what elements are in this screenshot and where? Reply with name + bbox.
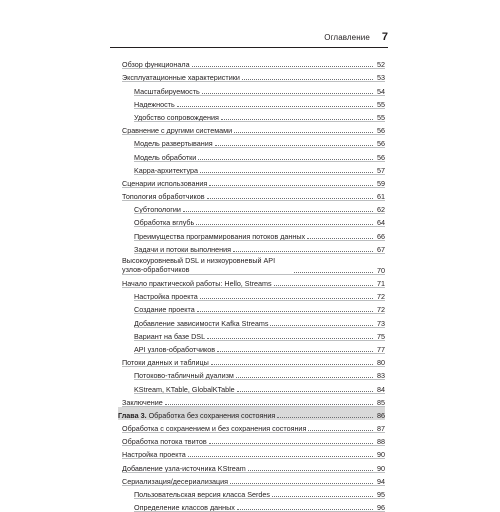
dot-leader [307, 238, 373, 239]
toc-entry-title [134, 205, 181, 214]
dot-leader [242, 79, 373, 80]
toc-entry-title [122, 179, 207, 188]
toc-entry-text: Заключение [122, 397, 163, 407]
dot-leader [237, 509, 373, 510]
toc-entry-page: 61 [377, 192, 385, 202]
toc-entry-title [134, 113, 219, 122]
toc-entry-title [122, 279, 272, 288]
dot-leader [196, 224, 373, 225]
toc-entry-page: 72 [377, 292, 385, 302]
page-number: 7 [381, 31, 388, 43]
toc-entry[interactable] [122, 275, 385, 288]
toc-entry[interactable] [122, 288, 385, 301]
toc-entry-page: 75 [377, 331, 385, 341]
header-rule [110, 47, 388, 48]
dot-leader [209, 443, 373, 444]
toc-entry-text: Определение классов данных [134, 503, 235, 512]
toc-entry-title [122, 358, 209, 367]
toc-entry-page: 56 [377, 139, 385, 149]
toc-entry-title [134, 292, 198, 301]
toc-entry-title [134, 371, 234, 380]
toc-entry-page: 84 [377, 384, 385, 394]
toc-entry-page: 64 [377, 218, 385, 228]
dot-leader [274, 285, 373, 286]
toc-entry-page: 55 [377, 112, 385, 122]
toc-entry-title [134, 218, 194, 227]
dot-leader [308, 430, 373, 431]
toc-entry-page: 66 [377, 231, 385, 241]
dot-leader [202, 93, 373, 94]
toc-entry[interactable] [122, 175, 385, 188]
toc-entry-text: Надежность [134, 99, 175, 109]
toc-entry[interactable] [122, 341, 385, 354]
toc-entry-page: 55 [377, 99, 385, 109]
dot-leader [200, 172, 373, 173]
toc-entry-page: 83 [377, 371, 385, 381]
toc-entry-text: Модель обработки [134, 152, 197, 162]
toc-entry-text: API узлов-обработчиков [134, 344, 216, 354]
toc-entry-text: Настройка проекта [122, 450, 186, 460]
dot-leader [221, 119, 373, 120]
toc-entry-page: 86 [377, 410, 385, 420]
toc-entry-title [122, 73, 240, 82]
toc-entry-title [122, 424, 306, 433]
toc-entry-title [122, 477, 228, 486]
toc-entry-title [122, 60, 190, 69]
toc-entry-title [134, 332, 205, 341]
dot-leader [197, 311, 373, 312]
dot-leader [207, 198, 373, 199]
dot-leader [230, 483, 373, 484]
toc-entry-page: 59 [377, 178, 385, 188]
toc-entry[interactable] [122, 473, 385, 486]
toc-entry-text: Топология обработчиков [122, 192, 205, 202]
toc-chapter-row[interactable] [118, 407, 385, 420]
toc-entry-text: Сериализация/десериализация [122, 476, 229, 486]
toc-entry[interactable] [122, 459, 385, 472]
toc-entry[interactable] [122, 420, 385, 433]
toc-entry-text: Kappa-архитектура [134, 165, 199, 175]
toc-entry-title [134, 232, 305, 241]
toc-entry[interactable] [122, 135, 385, 148]
toc-entry-page: 80 [377, 358, 385, 368]
toc-entry[interactable] [122, 328, 385, 341]
toc-entry-text: Добавление зависимости Kafka Streams [134, 318, 269, 328]
toc-entry-text: Высокоуровневый DSL и низкоуровневый API узлов-обработчиков [122, 255, 276, 275]
toc-entry-text: Настройка проекта [134, 292, 198, 302]
toc-entry-page: 95 [377, 490, 385, 499]
toc-entry-text: Вариант на базе DSL [134, 331, 206, 341]
toc-entry-text: Пользовательская версия класса Serdes [134, 490, 271, 499]
dot-leader [211, 364, 373, 365]
toc-entry-title [134, 345, 215, 354]
toc-entry-title [122, 437, 207, 446]
toc-entry-title [134, 319, 268, 328]
toc-entry-text: Сравнение с другими системами [122, 126, 233, 136]
dot-leader [236, 377, 373, 378]
dot-leader [207, 338, 373, 339]
toc-entry-page: 73 [377, 318, 385, 328]
toc-entry[interactable] [122, 148, 385, 161]
toc-entry-title [122, 126, 232, 135]
toc-entry[interactable] [122, 162, 385, 175]
toc-entry-page: 85 [377, 397, 385, 407]
toc-entry[interactable] [122, 499, 385, 512]
toc-entry-text: Обработка с сохранением и без сохранения состояния [122, 424, 307, 434]
toc-entry-page: 54 [377, 86, 385, 96]
toc-entry-page: 56 [377, 126, 385, 136]
toc-entry-page: 88 [377, 437, 385, 447]
toc-entry-text: Масштабируемость [134, 86, 200, 96]
toc-entry-title [134, 87, 200, 96]
toc-entry-title [134, 490, 270, 499]
toc-entry-title [122, 398, 163, 407]
toc-entry-title [134, 305, 195, 314]
toc-entry-title [134, 245, 231, 254]
toc-entry[interactable] [122, 69, 385, 82]
toc-entry[interactable] [122, 254, 385, 275]
toc-entry-text: Добавление узла-источника KStream [122, 463, 246, 473]
running-header-title: Оглавление [324, 32, 370, 42]
toc-entry-text: Удобство сопровождения [134, 112, 219, 122]
toc-entry-page: 57 [377, 165, 385, 175]
toc-entry-title [134, 139, 213, 148]
toc-entry-page: 52 [377, 60, 385, 70]
toc-entry[interactable] [122, 96, 385, 109]
chapter-label: Глава 3. [118, 410, 147, 420]
page-header [300, 30, 388, 44]
toc-entry-text: Обзор функционала [122, 60, 190, 70]
dot-leader [234, 132, 373, 133]
toc-entry-page: 62 [377, 205, 385, 215]
table-of-contents [118, 56, 385, 512]
toc-entry-title [122, 464, 246, 473]
toc-entry-title [122, 450, 186, 459]
dot-leader [165, 404, 373, 405]
toc-entry-page: 71 [377, 279, 385, 288]
toc-entry-title [122, 192, 205, 201]
toc-entry-page: 96 [377, 503, 385, 512]
dot-leader [192, 66, 373, 67]
toc-entry[interactable] [122, 109, 385, 122]
toc-entry[interactable] [122, 241, 385, 254]
toc-entry-text: Обработка без сохранения состояния [148, 410, 276, 420]
toc-entry-title [134, 385, 235, 394]
toc-entry-text: Создание проекта [134, 305, 195, 315]
toc-entry-text: Обработка потока твитов [122, 437, 207, 447]
dot-leader [198, 159, 373, 160]
toc-entry-text: Преимущества программирования потоков данных [134, 231, 306, 241]
toc-entry-text: Потоково-табличный дуализм [134, 371, 234, 381]
toc-entry[interactable] [122, 301, 385, 314]
dot-leader [233, 251, 373, 252]
dot-leader [270, 325, 373, 326]
dot-leader [188, 456, 373, 457]
toc-entry-text: Начало практической работы: Hello, Streams [122, 279, 272, 288]
dot-leader [248, 470, 373, 471]
toc-entry-page: 77 [377, 344, 385, 354]
toc-entry-page: 70 [377, 265, 385, 275]
dot-leader [209, 185, 373, 186]
toc-entry[interactable] [122, 122, 385, 135]
dot-leader [272, 496, 373, 497]
toc-entry-page: 53 [377, 73, 385, 83]
toc-entry-page: 94 [377, 476, 385, 486]
toc-entry[interactable] [122, 367, 385, 380]
toc-entry-title [134, 100, 175, 109]
toc-entry[interactable] [122, 433, 385, 446]
dot-leader [237, 391, 373, 392]
toc-entry[interactable] [122, 486, 385, 499]
dot-leader [215, 145, 373, 146]
dot-leader [294, 272, 373, 273]
toc-entry[interactable] [122, 446, 385, 459]
toc-entry[interactable] [122, 56, 385, 69]
dot-leader [183, 211, 373, 212]
dot-leader [200, 298, 373, 299]
toc-entry-title [134, 166, 198, 175]
dot-leader [217, 351, 373, 352]
toc-entry-page: 90 [377, 450, 385, 460]
toc-entry[interactable] [122, 314, 385, 327]
toc-entry-title [118, 411, 275, 420]
toc-entry-page: 67 [377, 244, 385, 254]
toc-entry-page: 90 [377, 463, 385, 473]
toc-entry-text: Задачи и потоки выполнения [134, 244, 231, 254]
toc-entry-page: 72 [377, 305, 385, 315]
toc-entry[interactable] [122, 188, 385, 201]
toc-entry-title [122, 256, 292, 275]
toc-entry[interactable] [122, 380, 385, 393]
toc-entry-text: Потоки данных и таблицы [122, 358, 209, 368]
toc-entry-page: 87 [377, 424, 385, 434]
toc-entry[interactable] [122, 354, 385, 367]
toc-entry-text: Модель развертывания [134, 139, 213, 149]
toc-entry[interactable] [122, 82, 385, 95]
toc-entry-page: 56 [377, 152, 385, 162]
toc-entry-title [134, 153, 196, 162]
toc-entry[interactable] [122, 394, 385, 407]
toc-entry-text: Обработка вглубь [134, 218, 195, 228]
toc-entry-text: Сценарии использования [122, 178, 208, 188]
dot-leader [177, 106, 373, 107]
toc-entry[interactable] [122, 201, 385, 214]
toc-entry-title [134, 503, 235, 512]
toc-entry-text: Субтопологии [134, 205, 181, 215]
dot-leader [277, 417, 373, 418]
toc-entry-text: Эксплуатационные характеристики [122, 73, 240, 83]
toc-entry-text: KStream, KTable, GlobalKTable [134, 384, 235, 394]
toc-entry[interactable] [122, 214, 385, 227]
toc-entry[interactable] [122, 227, 385, 240]
